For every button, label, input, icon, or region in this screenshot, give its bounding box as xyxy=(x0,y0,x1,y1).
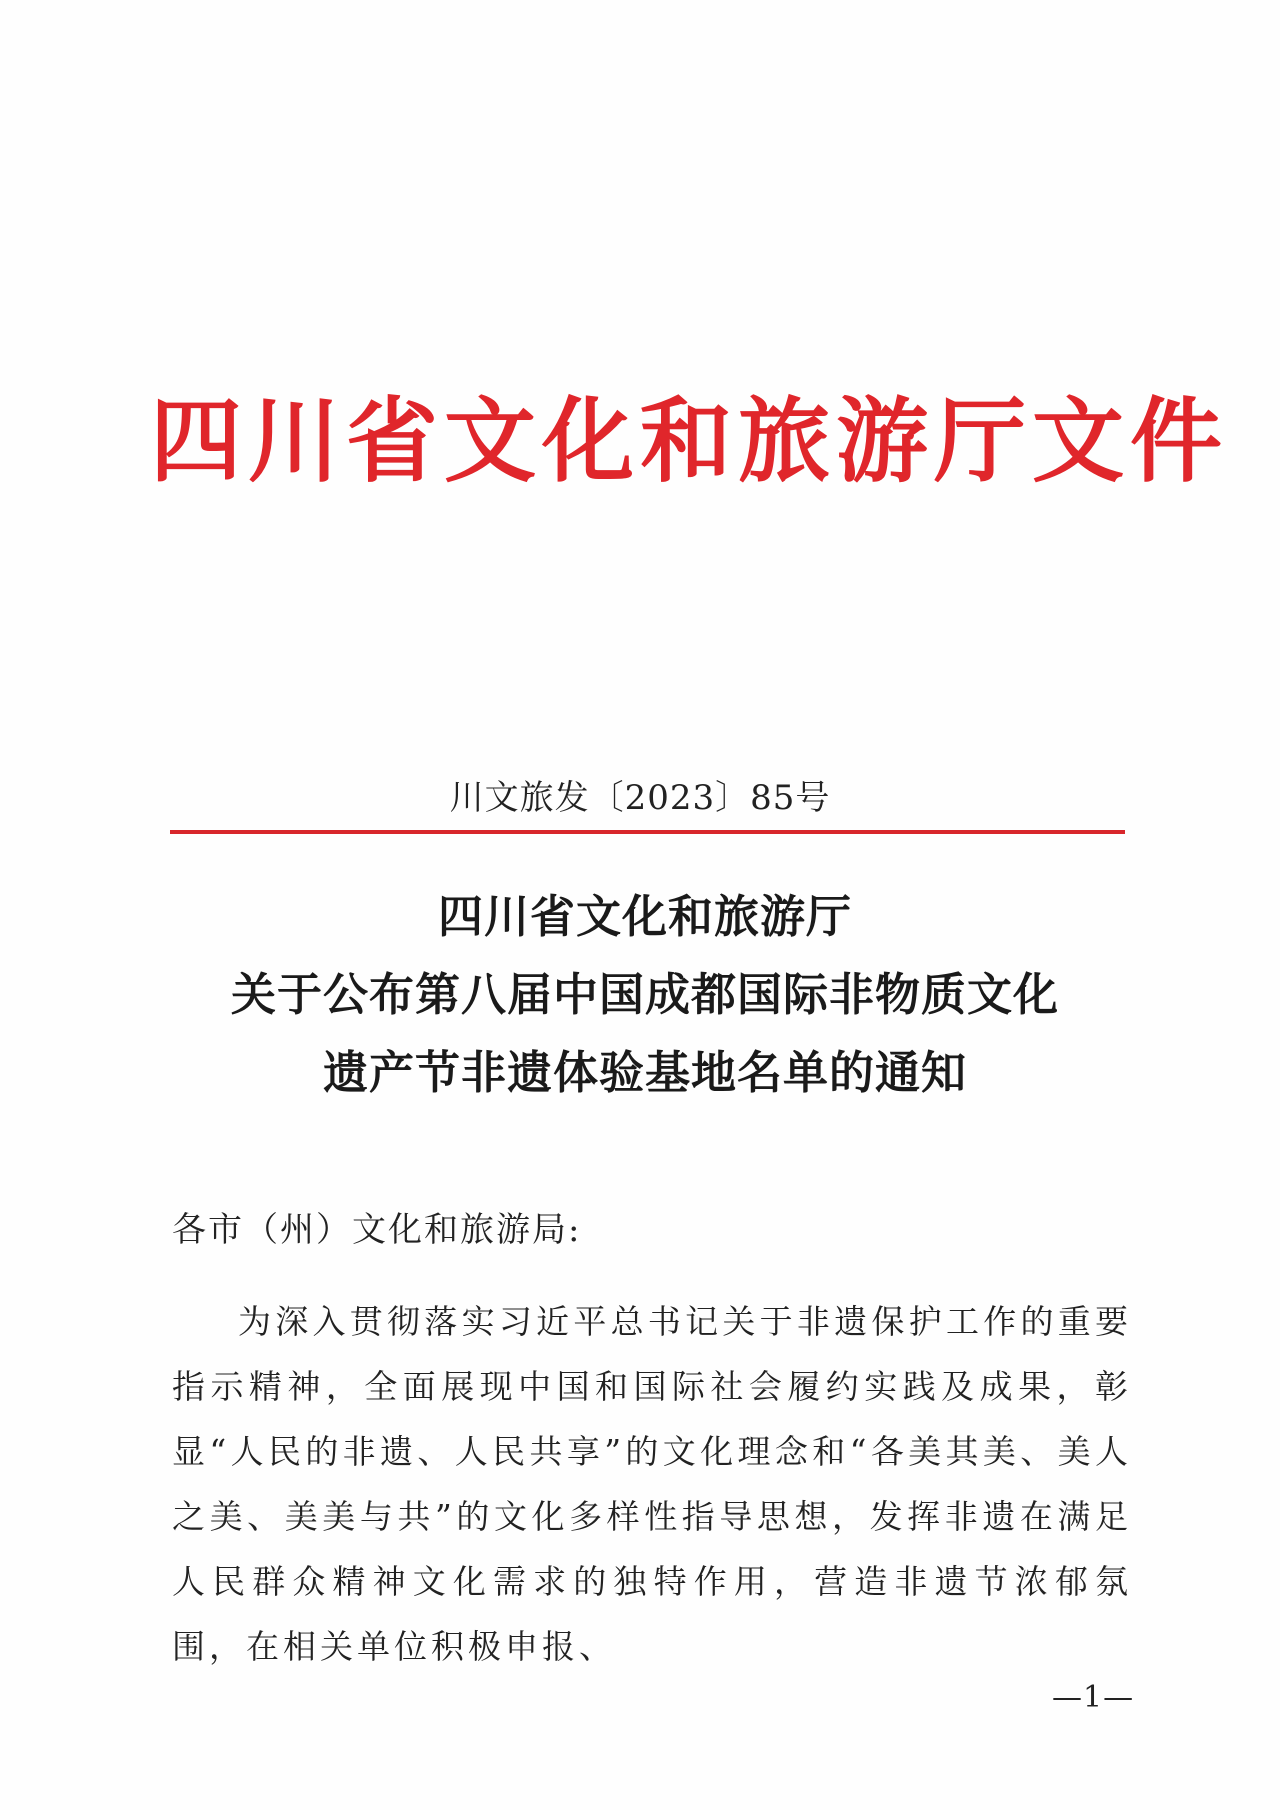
title-line-2: 关于公布第八届中国成都国际非物质文化 xyxy=(230,968,1059,1021)
title-line-1: 四川省文化和旅游厅 xyxy=(437,890,852,943)
document-title xyxy=(150,878,1140,1112)
page-number: —1— xyxy=(1052,1680,1135,1715)
salutation: 各市（州）文化和旅游局: xyxy=(172,1210,582,1250)
body-paragraph: 为深入贯彻落实习近平总书记关于非遗保护工作的重要指示精神，全面展现中国和国际社会履约实践及成果，彰显“人民的非遗、人民共享”的文化理念和“各美其美、美人之美、美美与共”的文化多样性指导思想，发挥非遗在满足人民群众精神文化需求的独特作用，营造非遗节浓郁氛围，在相关单位积极申报、 xyxy=(172,1302,1132,1666)
masthead-title: 四川省文化和旅游厅文件 xyxy=(150,387,1229,495)
title-line-3: 遗产节非遗体验基地名单的通知 xyxy=(322,1046,967,1099)
document-number: 川文旅发〔2023〕85号 xyxy=(449,778,831,818)
red-divider-line xyxy=(170,830,1125,834)
